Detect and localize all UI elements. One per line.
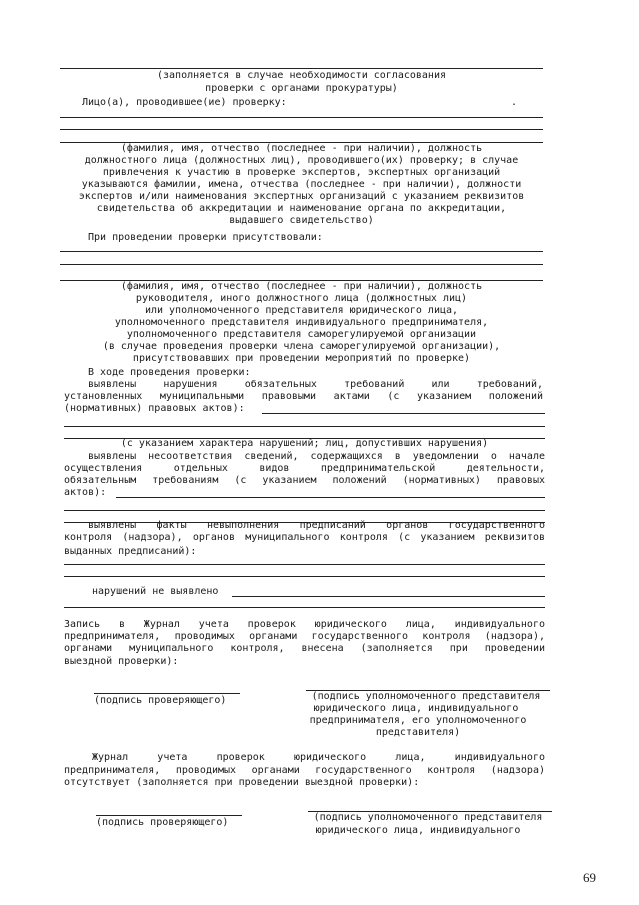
- fill-line: [64, 576, 545, 577]
- mismatch-text-line: обязательным требованиям (с указанием положений (нормативных) правовых: [64, 475, 545, 486]
- mismatch-text-line: актов):: [64, 487, 107, 498]
- violations-text-line: выявлены нарушения обязательных требований или требований,: [88, 379, 543, 390]
- representative-signature-caption: (подпись уполномоченного представителя: [313, 812, 543, 823]
- representative-signature-caption: представителя): [375, 727, 461, 738]
- fill-line: [64, 426, 545, 427]
- inspector-note-line: должностного лица (должностных лиц), проводившего(их) проверку; в случае: [84, 155, 519, 166]
- inspector-note-line: экспертов и/или наименования экспертных организаций с указанием реквизитов: [78, 191, 525, 202]
- inspector-note-line: выдавшего свидетельство): [229, 215, 374, 226]
- inspector-note-line: (фамилия, имя, отчество (последнее - при наличии), должность: [120, 143, 483, 154]
- representative-signature-caption: юридического лица, индивидуального: [315, 825, 521, 836]
- inspector-signature-caption: (подпись проверяющего): [94, 695, 227, 706]
- inspector-signature-caption: (подпись проверяющего): [96, 817, 229, 828]
- signature-line: [94, 693, 240, 694]
- violations-note: (с указанием характера нарушений; лиц, допустивших нарушения): [120, 438, 489, 449]
- journal-absent-line: отсутствует (заполняется при проведении выездной проверки):: [64, 777, 420, 788]
- representative-signature-caption: (подпись уполномоченного представителя: [311, 691, 541, 702]
- attendees-note-line: руководителя, иного должностного лица (должностных лиц): [135, 293, 468, 304]
- attendees-note-line: (фамилия, имя, отчество (последнее - при наличии), должность: [120, 281, 483, 292]
- journal-record-line: выездной проверки):: [64, 656, 179, 667]
- fill-line: [60, 251, 543, 252]
- attendees-note-line: уполномоченного представителя индивидуального предпринимателя,: [114, 317, 489, 328]
- journal-absent-line: предпринимателя, проводимых органами государственного контроля (надзора): [64, 765, 545, 776]
- attendees-note-line: присутствовавших при проведении мероприятий по проверке): [132, 353, 471, 364]
- mismatch-text-line: осуществления отдельных видов предпринимательской деятельности,: [64, 463, 545, 474]
- attendees-note-line: (в случае проведения проверки члена саморегулируемой организации),: [102, 341, 501, 352]
- inspector-note-line: привлечения к участию в проверке экспертов, экспертных организаций: [102, 167, 501, 178]
- inspector-note-line: указываются фамилии, имена, отчества (последнее - при наличии), должности: [81, 179, 522, 190]
- attendees-note-line: или уполномоченного представителя юридического лица,: [144, 305, 459, 316]
- fill-line: [64, 510, 545, 511]
- noncompliance-text-line: контроля (надзора), органов муниципального контроля (с указанием реквизитов: [64, 532, 545, 543]
- noncompliance-text-line: выявлены факты невыполнения предписаний органов государственного: [88, 520, 545, 531]
- violations-text-line: установленных муниципальными правовыми актами (с указанием положений: [64, 391, 543, 402]
- prosecutor-note-line1: (заполняется в случае необходимости согласования: [157, 70, 446, 81]
- page-number: 69: [583, 870, 596, 885]
- journal-record-line: Запись в Журнал учета проверок юридического лица, индивидуального: [64, 619, 545, 630]
- prosecutor-note-line2: проверки с органами прокуратуры): [205, 83, 398, 94]
- fill-line: [232, 596, 545, 597]
- attendees-label: При проведении проверки присутствовали:: [88, 232, 323, 243]
- representative-signature-caption: предпринимателя, его уполномоченного: [309, 715, 527, 726]
- fill-line: [60, 68, 543, 69]
- fill-line: [64, 564, 545, 565]
- inspector-label: Лицо(а), проводившее(ие) проверку:: [82, 97, 287, 108]
- journal-record-line: предпринимателя, проводимых органами государственного контроля (надзора),: [64, 631, 545, 642]
- fill-line: [262, 413, 545, 414]
- noncompliance-text-line: выданных предписаний):: [64, 546, 197, 557]
- inspector-dot: .: [511, 97, 518, 108]
- fill-line: [60, 117, 543, 118]
- representative-signature-caption: юридического лица, индивидуального: [313, 703, 519, 714]
- violations-text-line: (нормативных) правовых актов):: [64, 403, 245, 414]
- fill-line: [60, 129, 543, 130]
- mismatch-text-line: выявлены несоответствия сведений, содержащихся в уведомлении о начале: [88, 451, 545, 462]
- fill-line: [60, 264, 543, 265]
- fill-line: [64, 607, 545, 608]
- attendees-note-line: уполномоченного представителя саморегулируемой организации: [126, 329, 477, 340]
- signature-line: [96, 815, 242, 816]
- journal-record-line: органами муниципального контроля, внесена (заполняется при проведении: [64, 643, 545, 654]
- inspector-note-line: свидетельства об аккредитации и наименование органа по аккредитации,: [96, 203, 507, 214]
- results-intro: В ходе проведения проверки:: [88, 367, 251, 378]
- fill-line: [116, 497, 545, 498]
- journal-absent-line: Журнал учета проверок юридического лица, индивидуального: [92, 752, 545, 763]
- no-violations-label: нарушений не выявлено: [92, 586, 219, 597]
